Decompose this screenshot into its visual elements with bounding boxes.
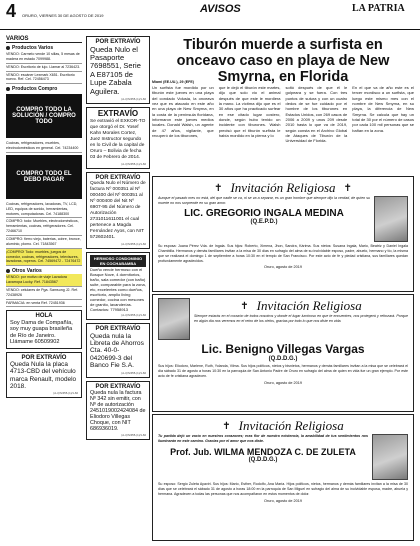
ad-code: (A-4)72455-(1)/1-60 <box>121 313 146 318</box>
classified-item: VENDO: Carmelo vende 10 sillas, 5 mesas de madera en estado 7099988. <box>6 51 82 64</box>
obituary-subtitle: (Q.D.D.G.) <box>248 456 278 463</box>
obituary-title: Invitación Religiosa <box>238 418 344 433</box>
bullet-icon <box>6 87 10 91</box>
classified-item: VENDO: celulares de Pga. Samsung J2. Ref. 72438926 <box>6 287 82 300</box>
classified-item: VENDO: Escritorio de lujo. Llamar al 7236423. <box>6 64 82 72</box>
dateline: ORURO, VIERNES 30 DE AGOSTO DE 2019 <box>22 13 104 18</box>
small-ad <box>86 36 150 104</box>
deceased-name: Lic. Benigno Villegas Vargas <box>201 342 365 356</box>
obituary-sign: Oruro, agosto de 2019 <box>264 265 302 270</box>
obituary-intro: Tu partida dejó un vacío en nuestros corazones; eras flor de nuestra existencia, la amabilidad de tus sentimientos nos iluminarán en este camino. Gracias por el amor que nos diste. <box>158 434 368 443</box>
page-number: 4 <box>6 1 17 21</box>
newspaper-brand: LA PATRIA <box>352 3 405 14</box>
deceased-photo <box>372 434 408 480</box>
compro-ad-2-text: Cocinas, refrigeradores, lavadoras, TV, LCD, LED, equipos de sonido, herramientas, motores, computadoras. Cel. 74188300 <box>6 201 82 219</box>
cross-icon: ✝ <box>240 300 249 312</box>
compro-ad-1-text: Cocinas, refrigeradores, muebles, electrodomésticos en general. Cel. 74234400 <box>6 140 82 153</box>
category-label: Productos Varios <box>12 45 54 51</box>
obituary-main <box>194 298 408 340</box>
compro-ad-2-title: COMPRO TODO EL DEBO PAGAR <box>16 170 72 183</box>
classified-item: COMPRO: fierro viejo, baterías, cobre, bronce, aluminio, plomo. Cel. 71843567 <box>6 236 82 249</box>
lost-ad-title: POR EXTRAVÍO <box>21 354 67 361</box>
article-credit: Miami (EE.UU.), 29 (EFE) <box>152 80 194 84</box>
obituary-content <box>158 298 408 340</box>
page-header <box>0 0 420 30</box>
lost-ad <box>6 352 82 398</box>
ad-code: (A-4)72455-(1)/1-60 <box>121 161 146 166</box>
small-ad-text: Queda nula la factura Nº 342 sin emitir, con Nº de autorización 2451019002424084 de Eliodoro Villegas Choque, con NIT 686936019. <box>90 390 146 433</box>
small-ad <box>86 381 150 441</box>
highlighted-classified: ¡COMPRO! Todo: muebles, juegos de comedor, cocinas, refrigeradores, televisores, lavadoras, roperos. Cel. 74569472 - 72476472 <box>6 249 82 267</box>
small-ad-title: POR EXTRAVÍO <box>95 383 141 390</box>
deceased-name: Prof. Jub. WILMA MENDOZA C. DE ZULETA <box>170 446 356 457</box>
small-ad-text: Queda Nulo el Número de factura Nº 000351 al Nº 000400 del Nº 000351 al Nº 000400 del Nit Nº 6907-95 del Número de Autorización 2731011611001 el cual pertenece a Magda Fernández Ayos, con NIT 572602401. <box>90 181 146 241</box>
cross-icon: ✝ <box>222 420 231 432</box>
obituary-sign: Oruro, agosto de 2019 <box>264 380 302 385</box>
obituary-header <box>158 180 408 196</box>
obituary-intro: Aunque el pasado mes no está, del que nadie se va, ni se va a separar, es un gran hombre que siempre dijo la verdad, de quien su muerte no nos sorprende en su gran amor. <box>158 196 370 205</box>
obituary-main <box>158 196 370 242</box>
small-ad <box>86 252 150 320</box>
obituary-sign: Oruro, agosto de 2019 <box>264 498 302 503</box>
obituary-subtitle: (Q.E.P.D.) <box>250 218 278 225</box>
category-label: Otros Varios <box>12 268 42 275</box>
classified-item: COMPRO: todo: Muebles, electrodomésticos, herramientas, cocinas, refrigeradores. Cel. 72466710 <box>6 218 82 236</box>
classified-item: VENDO: escáner Lexmark X651. Escritorio nuevo. Ref. Cel. 72456473 <box>6 72 82 85</box>
obituary-title: Invitación Religiosa <box>230 180 336 195</box>
article-column: que le dejó el tiburón este martes, dijo que solo vio el animal después de que este le mordiera la mano. La víctima dijo que es el 30 años que ha practicado surfear en ese citado lugar costero, donde, según hubo tenido un incidente con tiburones. Walsh precisó que el tiburón surfista le había mordido en la pierna y lo <box>218 85 281 138</box>
article-body <box>152 80 414 174</box>
category-heading <box>6 86 82 92</box>
ad-code: (A-4)72455-(1)/1-60 <box>121 370 146 375</box>
obituary-text: Sus hijos: Eliodoro, Marlene, Ruth, Yolanda, Vilma. Sus hijos políticos, nietos y bisnietos, hermanos y demás familiares invitan a la misa que se celebrará el día sábado 31 de agosto a horas 10:30 en la parroquia de San Antonio Padre de Oruro en sufragio del alma de quien en vida fue un gran ejemplo. Por este acto de fe cristiana agradecen. <box>158 364 408 378</box>
small-ad-title: POR EXTRAVÍO <box>95 174 141 181</box>
ad-code: (A-4)72455-(1)/1-60 <box>53 390 78 395</box>
small-ads-column <box>86 36 150 541</box>
bullet-icon <box>6 269 10 273</box>
ad-code: (A-4)72455-(1)/1-60 <box>121 433 146 438</box>
cross-icon: ✝ <box>214 182 223 194</box>
obituary-2 <box>152 294 414 412</box>
deceased-name: LIC. GREGORIO INGALA MEDINA <box>184 207 344 219</box>
compro-ad-1-title: COMPRO TODO LA SOLUCIÓN / COMPRO TODO <box>12 106 76 126</box>
obituary-intro: Siempre estarás en el corazón de todos nosotros y donde el lugar luminoso en que te encuentres, nos protegerá y reforzará. Porque en algún día nos veremos en el reino de los cielos, gracias por todo lo que nos diste en vida. <box>194 314 408 323</box>
deceased-photo <box>374 196 408 242</box>
small-ad-title: POR EXTRAVÍO <box>95 326 141 333</box>
cross-icon: ✝ <box>343 182 352 194</box>
obituary-header <box>194 298 408 314</box>
classified-item: VENDO: por motivo de viaje Lavadora Lavarropa Lucky. Ref. 71843567 <box>6 274 82 287</box>
small-ad <box>86 323 150 377</box>
article-column: soltó después de que él le golpeara y se fuera. Con tres puntos de sutura y con un cuatro dedos de se fue cuidado por el hombre de los tiburones en Estados Unidos, con 269 casos de 2006 a 2009 y unos 209 desde 2010 hasta lo que va de 2019, según consta en el Archivo Global de Ataques de Tiburón de la Universidad de Florida. <box>285 85 348 144</box>
classified-item: FARMACIA: en venta Ref. 72451936 <box>6 300 82 308</box>
small-ad-title: HERMOSO CONDOMINIO EN COCHABAMBA <box>90 255 146 267</box>
article-columns <box>152 85 414 143</box>
small-ad-title: EXTRAVÍO <box>97 108 139 118</box>
ad-code: (A-4)72455-(1)/1-60 <box>121 242 146 247</box>
obituary-main <box>158 434 368 480</box>
obituary-title: Invitación Religiosa <box>256 298 362 313</box>
classifieds-column <box>6 36 82 541</box>
obituary-text: Su esposo: Sergio Zuleta Ayaviri. Sus hijos: Mario, Esther, Rodolfo, Ana María. Hijos políticos, nietos, hermanos y demás familiares invitan a la misa de 30 días que se celebrará el sábado 31 de agosto a horas 18:00 en la parroquia de San Miguel en sufragio del alma de su inolvidable esposa, madre, abuela y hermana. Agradecen a todas las personas que nos acompañaron en estos momentos de dolor. <box>158 482 408 496</box>
lost-ad-text: Queda Nula la placa 4713-CBD del vehículo marca Renault, modelo 2018. <box>10 361 77 390</box>
obituary-subtitle: (Q.D.D.G.) <box>268 356 298 362</box>
small-ad-text: Queda Nulo el Pasaporte 7698551, Serie A E87105 de Lupe Zabala Aguilera. <box>90 44 141 96</box>
obituary-3 <box>152 414 414 541</box>
article-column: En el que va de año este es el tercer mordisco a un surfista, que luego este mismo mes con el nombre de New Smyrna, en su playa, la diferencia de New Smyrna. Se calcula que hay un total de 30 por el número de casos por cada 100 mil personas que se bañan en la zona. <box>352 85 414 133</box>
small-ad-text: Dueño vende hermoso con el Bosque Nove, 4 dormitorios, baño, sala comedor (con baño) suite, comparable para la zona, etc, excelentes como dueños, escritorio, amplio living comedor, cocina con mesones de granito, lavanderías. Contactos: 77958913 <box>90 267 146 313</box>
compro-ad-2 <box>6 155 82 199</box>
small-ad-text: Se extravió el EXKOR-TO que otorgó el Dr. Yosef Kahn Morales Cortez, Juez Instructor segundo en lo Civil de la capital de Oruro – Bolivia de fecha 03 de Febrero de 2014. <box>90 118 146 160</box>
obituary-header <box>158 418 408 434</box>
article-headline: Tiburón muerde a surfista en onceavo caso en playa de New Smyrna, en Florida <box>176 37 390 86</box>
notice-ad <box>6 310 82 348</box>
bullet-icon <box>6 46 10 50</box>
obituary-text: Su esposa: Juana Pérez Vda. de Ingala. Sus hijos: Roberto, Ximena, Jhon, Sandra, Kárima. Sus nietos: Susana Ingala, Mario, Beatriz y Daniel Ingala Chambilla. Hermanos y demás familiares invitan a la misa de 30 días en sufragio del alma de su inolvidable esposo, padre, abuelo, hermano y tío, la misma que se realizará el domingo 1 de septiembre a horas 10:30 en el templo de San Francisco. Por este acto de fe y piedad cristiana, sus familiares quedan profundamente agradecidos. <box>158 244 408 263</box>
small-ad-text: Queda nula la Libreta de Ahorros Cta. 40-0-0420699-3 del Banco Fie S.A. <box>90 332 144 370</box>
obituary-content <box>158 434 408 480</box>
small-ad-title: POR EXTRAVÍO <box>95 39 141 45</box>
article-column: Un surfista fue mordido por un tiburón este jueves en una playa del condado Volusia, la onceava vez que es atacado en este año en una playa de New Smyrna, en la costa de la península floridana, informaron este jueves medios locales. Donald Walsh, un agente de 47 años, vigilante, que recuperó de los tiburones, <box>152 85 214 138</box>
deceased-photo <box>158 298 190 340</box>
category-label: Productos Compro <box>12 86 58 93</box>
classifieds-section-title: VARIOS <box>6 36 82 43</box>
notice-text: Soy Dama de Compañía, soy muy guapa brasileña de Río de Janeiro. Llámame 60509902 <box>10 320 73 346</box>
compro-ad-1 <box>6 94 82 138</box>
notice-title: HOLA <box>35 313 53 320</box>
obituary-1 <box>152 176 414 292</box>
ad-code: (A-4)72455-(1)/1-60 <box>121 96 146 101</box>
small-ad <box>86 172 150 249</box>
obituary-content <box>158 196 408 242</box>
small-ad <box>86 107 150 169</box>
section-title: AVISOS <box>200 3 241 15</box>
